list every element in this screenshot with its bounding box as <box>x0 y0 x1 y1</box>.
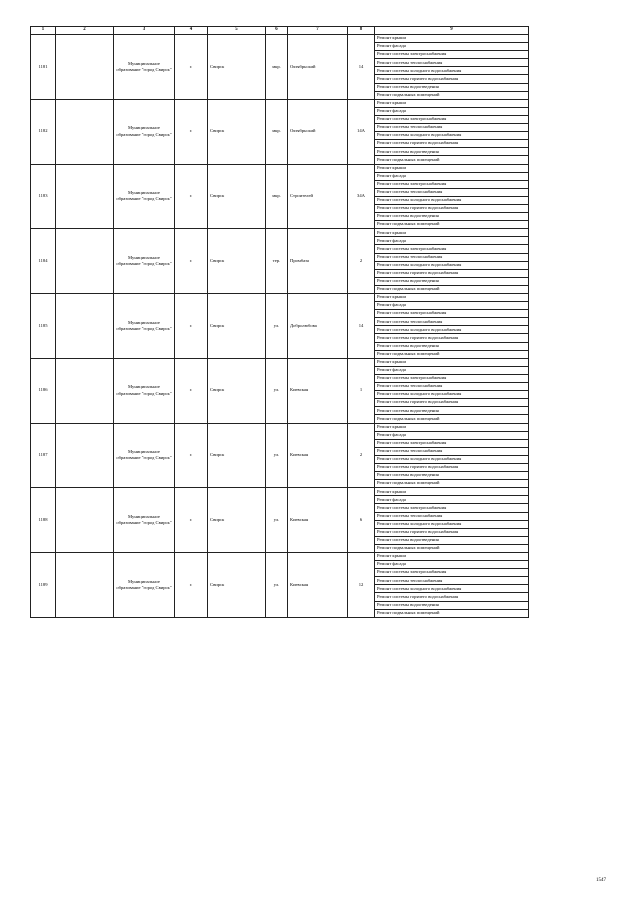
house-number: 6 <box>348 488 375 553</box>
work-type: Ремонт системы водоотведения <box>375 148 529 156</box>
record-number: 1183 <box>31 164 56 229</box>
header-col-2: 2 <box>56 27 114 35</box>
street-name: Добролюбова <box>288 294 348 359</box>
locality-type: г. <box>175 99 208 164</box>
empty-cell <box>56 358 114 423</box>
table-row <box>31 358 529 366</box>
empty-cell <box>56 423 114 488</box>
record-number: 1181 <box>31 35 56 100</box>
work-type: Ремонт системы электроснабжения <box>375 180 529 188</box>
municipality-name: Муниципальное образование "город Свирск" <box>114 488 175 553</box>
table-row <box>31 294 529 302</box>
empty-cell <box>56 553 114 618</box>
locality-name: Свирск <box>208 35 266 100</box>
street-name: Октябрьский <box>288 99 348 164</box>
street-type: ул. <box>266 423 288 488</box>
work-type: Ремонт системы холодного водоснабжения <box>375 585 529 593</box>
empty-cell <box>56 35 114 100</box>
locality-type: г. <box>175 294 208 359</box>
record-number: 1184 <box>31 229 56 294</box>
street-type: ул. <box>266 294 288 359</box>
locality-name: Свирск <box>208 164 266 229</box>
work-type: Ремонт системы теплоснабжения <box>375 512 529 520</box>
street-name: Промбаза <box>288 229 348 294</box>
header-col-9: 9 <box>375 27 529 35</box>
header-row <box>31 27 529 35</box>
street-type: ул. <box>266 358 288 423</box>
work-type: Ремонт подвальных помещений <box>375 480 529 488</box>
municipality-name: Муниципальное образование "город Свирск" <box>114 99 175 164</box>
locality-name: Свирск <box>208 423 266 488</box>
street-name: Строителей <box>288 164 348 229</box>
work-type: Ремонт системы теплоснабжения <box>375 383 529 391</box>
work-type: Ремонт системы теплоснабжения <box>375 188 529 196</box>
work-type: Ремонт системы теплоснабжения <box>375 447 529 455</box>
work-type: Ремонт системы теплоснабжения <box>375 124 529 132</box>
work-type: Ремонт системы электроснабжения <box>375 51 529 59</box>
table-row <box>31 423 529 431</box>
street-name: Киевская <box>288 358 348 423</box>
house-number: 2 <box>348 229 375 294</box>
header-col-4: 4 <box>175 27 208 35</box>
locality-type: г. <box>175 35 208 100</box>
table-row <box>31 35 529 43</box>
table-header <box>31 27 529 35</box>
work-type: Ремонт крыши <box>375 553 529 561</box>
municipality-name: Муниципальное образование "город Свирск" <box>114 423 175 488</box>
work-type: Ремонт системы горячего водоснабжения <box>375 334 529 342</box>
locality-name: Свирск <box>208 488 266 553</box>
work-type: Ремонт системы водоотведения <box>375 277 529 285</box>
table-row <box>31 164 529 172</box>
work-type: Ремонт системы теплоснабжения <box>375 59 529 67</box>
work-type: Ремонт крыши <box>375 35 529 43</box>
work-type: Ремонт крыши <box>375 358 529 366</box>
table-row <box>31 229 529 237</box>
house-number: 1 <box>348 358 375 423</box>
street-type: мкр. <box>266 35 288 100</box>
work-type: Ремонт системы холодного водоснабжения <box>375 455 529 463</box>
locality-name: Свирск <box>208 229 266 294</box>
header-col-1: 1 <box>31 27 56 35</box>
street-name: Киевская <box>288 488 348 553</box>
work-type: Ремонт подвальных помещений <box>375 156 529 164</box>
street-type: мкр. <box>266 99 288 164</box>
work-type: Ремонт системы холодного водоснабжения <box>375 326 529 334</box>
work-type: Ремонт системы холодного водоснабжения <box>375 132 529 140</box>
work-type: Ремонт системы электроснабжения <box>375 245 529 253</box>
work-type: Ремонт системы водоотведения <box>375 342 529 350</box>
table-row <box>31 99 529 107</box>
work-type: Ремонт подвальных помещений <box>375 415 529 423</box>
work-type: Ремонт системы горячего водоснабжения <box>375 75 529 83</box>
work-type: Ремонт фасада <box>375 172 529 180</box>
work-type: Ремонт крыши <box>375 99 529 107</box>
municipality-name: Муниципальное образование "город Свирск" <box>114 35 175 100</box>
street-type: ул. <box>266 488 288 553</box>
record-number: 1186 <box>31 358 56 423</box>
record-number: 1182 <box>31 99 56 164</box>
municipality-name: Муниципальное образование "город Свирск" <box>114 164 175 229</box>
street-type: тер. <box>266 229 288 294</box>
table-row <box>31 553 529 561</box>
record-number: 1187 <box>31 423 56 488</box>
work-type: Ремонт системы холодного водоснабжения <box>375 520 529 528</box>
work-type: Ремонт системы теплоснабжения <box>375 253 529 261</box>
work-type: Ремонт системы водоотведения <box>375 213 529 221</box>
work-type: Ремонт подвальных помещений <box>375 350 529 358</box>
record-number: 1185 <box>31 294 56 359</box>
house-number: 14 <box>348 294 375 359</box>
work-type: Ремонт системы электроснабжения <box>375 374 529 382</box>
work-type: Ремонт фасада <box>375 366 529 374</box>
work-type: Ремонт системы водоотведения <box>375 83 529 91</box>
work-type: Ремонт фасада <box>375 561 529 569</box>
work-type: Ремонт системы водоотведения <box>375 407 529 415</box>
work-type: Ремонт подвальных помещений <box>375 285 529 293</box>
empty-cell <box>56 294 114 359</box>
record-number: 1188 <box>31 488 56 553</box>
municipality-name: Муниципальное образование "город Свирск" <box>114 229 175 294</box>
house-number: 34А <box>348 164 375 229</box>
work-type: Ремонт системы водоотведения <box>375 472 529 480</box>
repair-program-table <box>30 26 529 618</box>
work-type: Ремонт системы электроснабжения <box>375 439 529 447</box>
header-col-8: 8 <box>348 27 375 35</box>
municipality-name: Муниципальное образование "город Свирск" <box>114 294 175 359</box>
work-type: Ремонт системы электроснабжения <box>375 504 529 512</box>
street-name: Киевская <box>288 423 348 488</box>
locality-type: г. <box>175 358 208 423</box>
locality-type: г. <box>175 553 208 618</box>
empty-cell <box>56 488 114 553</box>
work-type: Ремонт подвальных помещений <box>375 544 529 552</box>
work-type: Ремонт системы водоотведения <box>375 536 529 544</box>
work-type: Ремонт системы горячего водоснабжения <box>375 140 529 148</box>
header-col-7: 7 <box>288 27 348 35</box>
work-type: Ремонт подвальных помещений <box>375 221 529 229</box>
work-type: Ремонт крыши <box>375 423 529 431</box>
house-number: 12 <box>348 553 375 618</box>
work-type: Ремонт системы водоотведения <box>375 601 529 609</box>
work-type: Ремонт фасада <box>375 107 529 115</box>
empty-cell <box>56 164 114 229</box>
street-name: Октябрьский <box>288 35 348 100</box>
work-type: Ремонт подвальных помещений <box>375 609 529 617</box>
work-type: Ремонт системы теплоснабжения <box>375 577 529 585</box>
work-type: Ремонт системы горячего водоснабжения <box>375 528 529 536</box>
work-type: Ремонт крыши <box>375 229 529 237</box>
work-type: Ремонт крыши <box>375 164 529 172</box>
work-type: Ремонт системы холодного водоснабжения <box>375 391 529 399</box>
header-col-5: 5 <box>208 27 266 35</box>
work-type: Ремонт крыши <box>375 488 529 496</box>
municipality-name: Муниципальное образование "город Свирск" <box>114 358 175 423</box>
empty-cell <box>56 229 114 294</box>
locality-name: Свирск <box>208 294 266 359</box>
work-type: Ремонт системы холодного водоснабжения <box>375 196 529 204</box>
locality-name: Свирск <box>208 553 266 618</box>
work-type: Ремонт фасада <box>375 496 529 504</box>
work-type: Ремонт системы холодного водоснабжения <box>375 67 529 75</box>
work-type: Ремонт фасада <box>375 43 529 51</box>
locality-name: Свирск <box>208 358 266 423</box>
house-number: 14 <box>348 35 375 100</box>
work-type: Ремонт системы теплоснабжения <box>375 318 529 326</box>
work-type: Ремонт подвальных помещений <box>375 91 529 99</box>
header-col-6: 6 <box>266 27 288 35</box>
locality-type: г. <box>175 423 208 488</box>
street-type: ул. <box>266 553 288 618</box>
work-type: Ремонт системы холодного водоснабжения <box>375 261 529 269</box>
work-type: Ремонт системы электроснабжения <box>375 310 529 318</box>
empty-cell <box>56 99 114 164</box>
street-name: Киевская <box>288 553 348 618</box>
locality-type: г. <box>175 164 208 229</box>
table-body <box>31 35 529 618</box>
work-type: Ремонт системы электроснабжения <box>375 569 529 577</box>
locality-type: г. <box>175 488 208 553</box>
work-type: Ремонт системы горячего водоснабжения <box>375 204 529 212</box>
record-number: 1189 <box>31 553 56 618</box>
municipality-name: Муниципальное образование "город Свирск" <box>114 553 175 618</box>
work-type: Ремонт системы электроснабжения <box>375 115 529 123</box>
locality-name: Свирск <box>208 99 266 164</box>
locality-type: г. <box>175 229 208 294</box>
house-number: 2 <box>348 423 375 488</box>
page-number: 1547 <box>596 878 606 883</box>
work-type: Ремонт системы горячего водоснабжения <box>375 269 529 277</box>
work-type: Ремонт фасада <box>375 237 529 245</box>
work-type: Ремонт крыши <box>375 294 529 302</box>
table-row <box>31 488 529 496</box>
header-col-3: 3 <box>114 27 175 35</box>
work-type: Ремонт системы горячего водоснабжения <box>375 399 529 407</box>
work-type: Ремонт системы горячего водоснабжения <box>375 463 529 471</box>
work-type: Ремонт системы горячего водоснабжения <box>375 593 529 601</box>
work-type: Ремонт фасада <box>375 302 529 310</box>
work-type: Ремонт фасада <box>375 431 529 439</box>
street-type: мкр. <box>266 164 288 229</box>
house-number: 14А <box>348 99 375 164</box>
